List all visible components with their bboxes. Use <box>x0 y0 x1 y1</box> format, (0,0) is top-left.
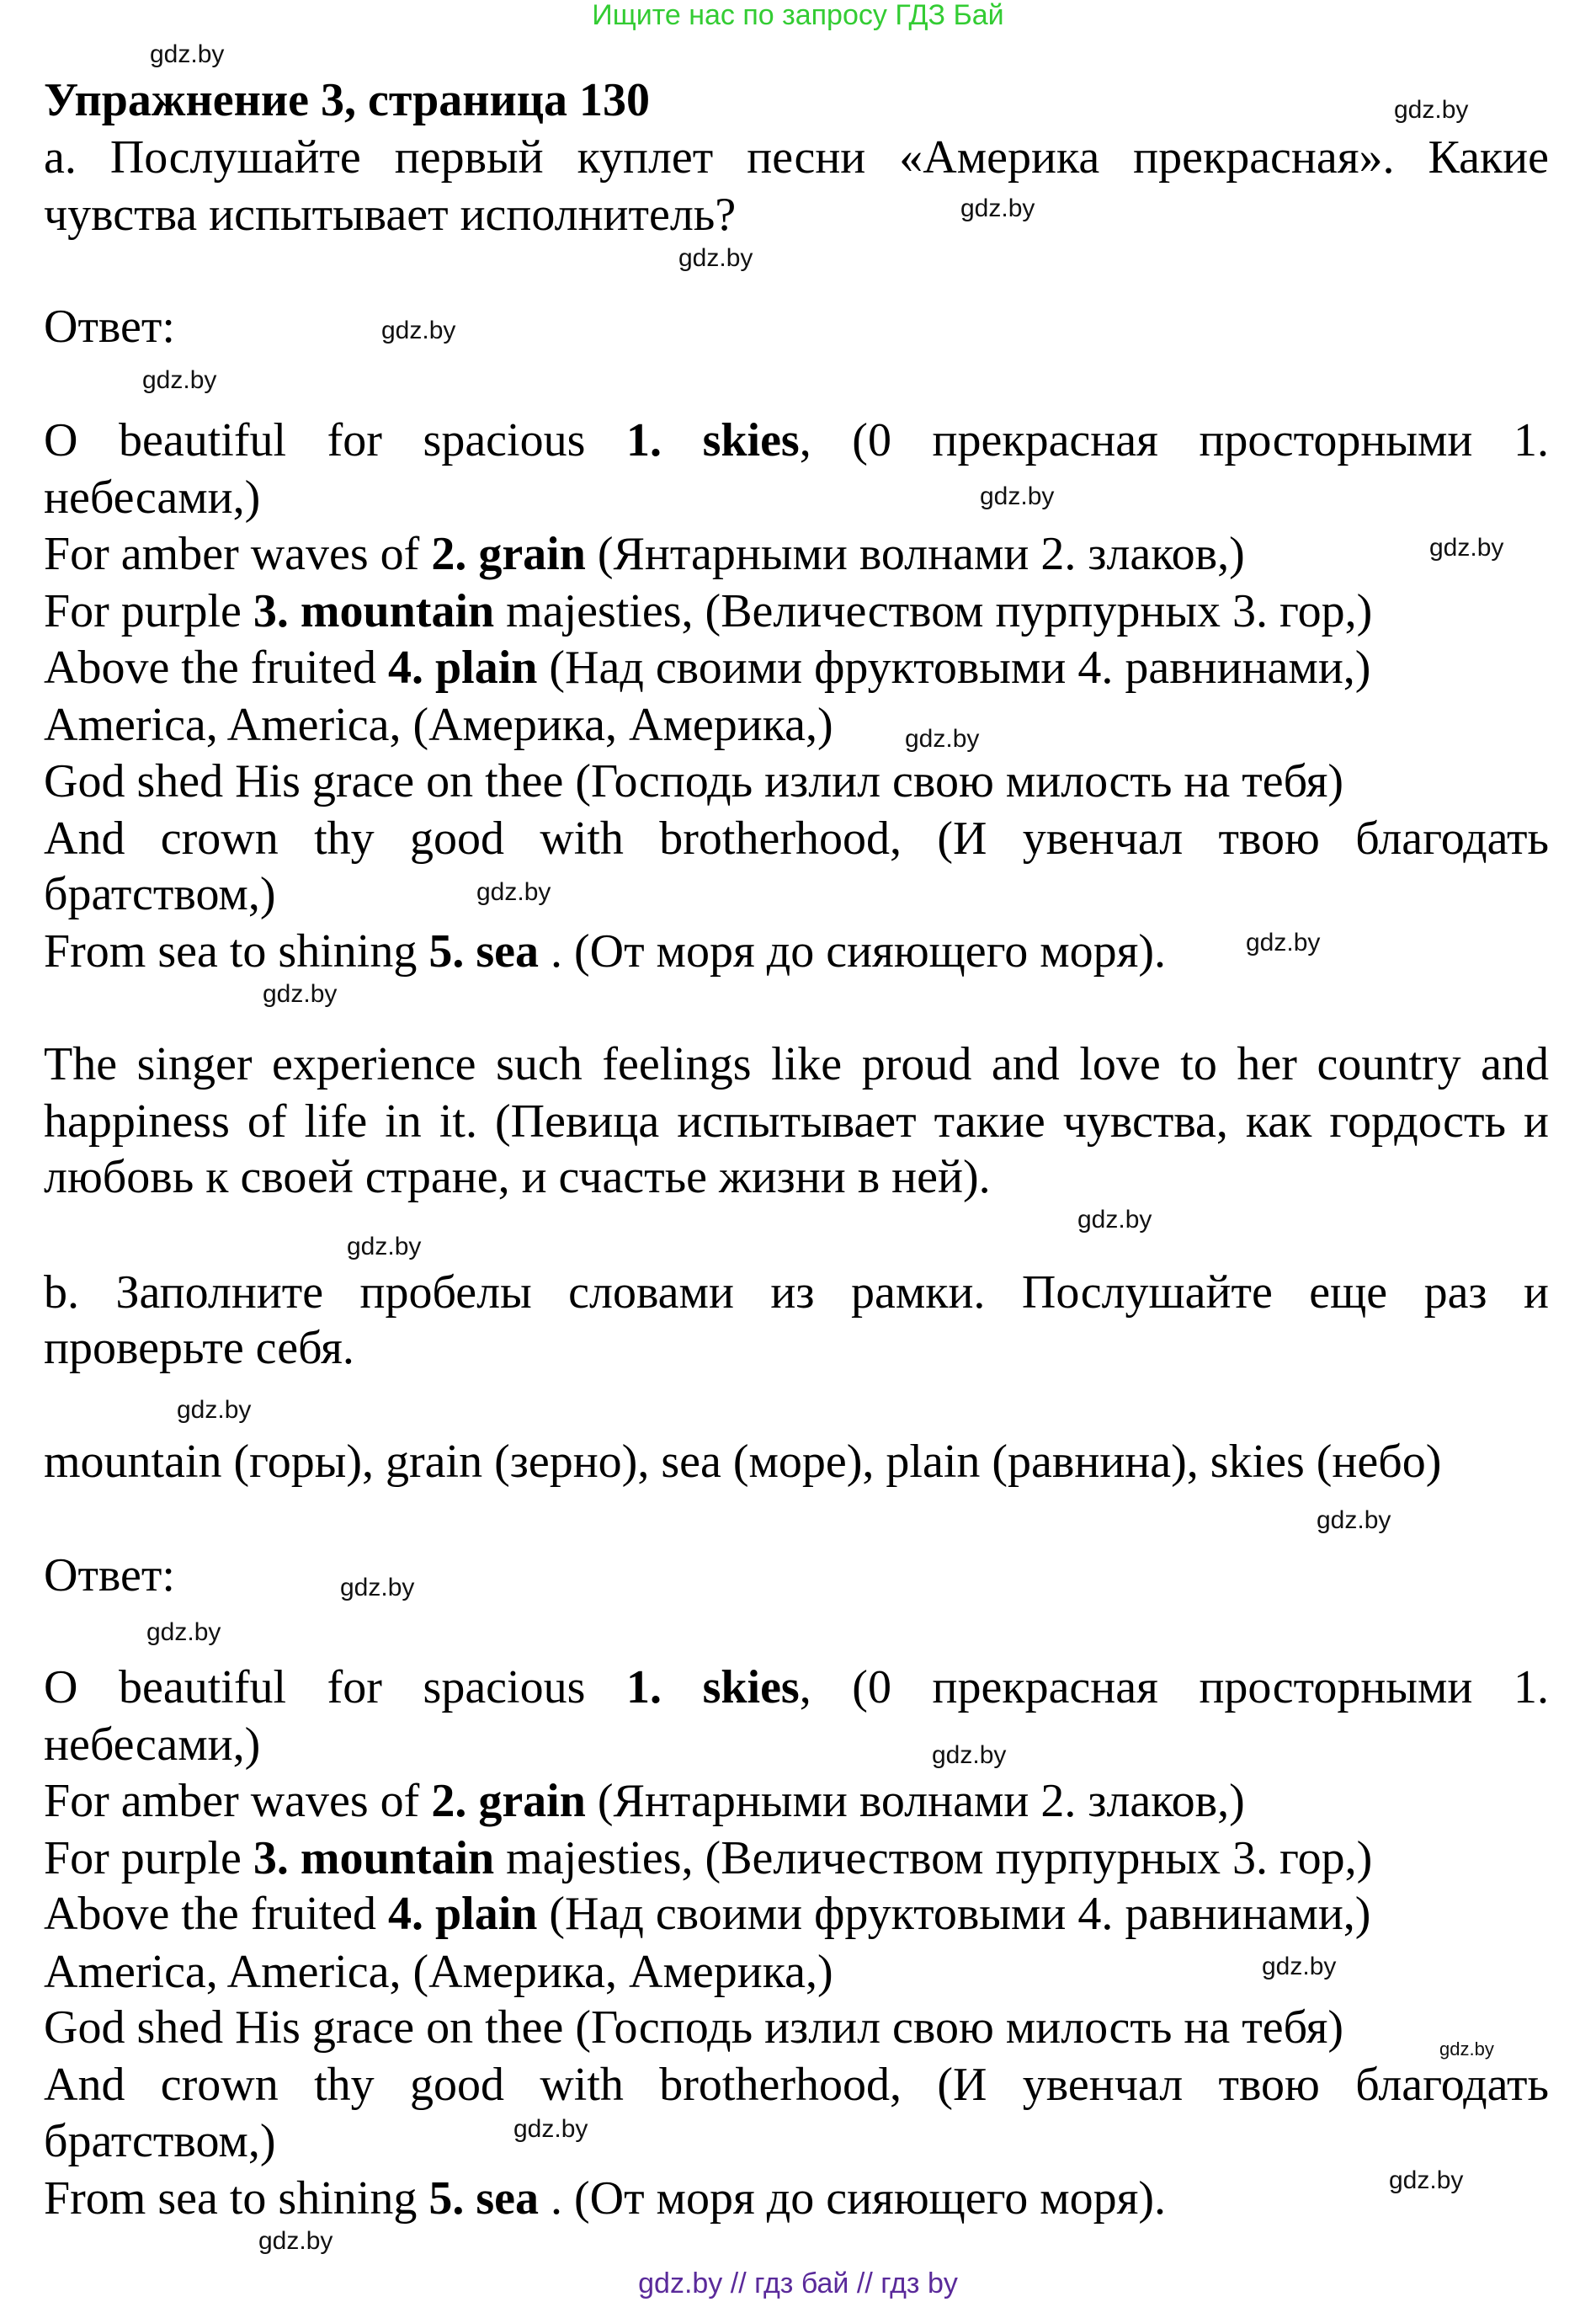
text-segment: . (От моря до сияющего моря). <box>538 2172 1167 2225</box>
text-segment: And crown thy good with brotherhood, (И увенчал твою благодать <box>44 813 1549 865</box>
text-segment: (Над своими фруктовыми 4. равнинами,) <box>537 1888 1371 1940</box>
text-line <box>44 1772 1245 1830</box>
watermark: gdz.by <box>1389 2166 1464 2194</box>
watermark: gdz.by <box>1439 2038 1494 2060</box>
text-segment: From sea to shining <box>44 925 429 978</box>
text-segment: проверьте себя. <box>44 1322 354 1374</box>
text-segment: любовь к своей стране, и счастье жизни в ней). <box>44 1151 991 1203</box>
text-segment: majesties, (Величеством пурпурных 3. гор,) <box>494 585 1373 637</box>
watermark: gdz.by <box>1317 1506 1391 1534</box>
answer-word: 3. mountain <box>253 1832 495 1884</box>
text-segment: From sea to shining <box>44 2172 429 2225</box>
text-line <box>44 129 1549 186</box>
text-segment: For purple <box>44 585 253 637</box>
watermark: gdz.by <box>1429 534 1504 562</box>
text-line <box>44 1433 1441 1490</box>
text-segment: God shed His grace on thee (Господь излил свою милость на тебя) <box>44 755 1344 807</box>
text-segment: Above the fruited <box>44 642 388 694</box>
text-segment: небесами,) <box>44 472 261 524</box>
watermark: gdz.by <box>142 366 217 394</box>
text-segment: a. Послушайте первый куплет песни «Америка прекрасная». Какие <box>44 131 1549 184</box>
text-line <box>44 1264 1549 1321</box>
text-line <box>44 469 260 526</box>
text-segment: (Янтарными волнами 2. злаков,) <box>585 1775 1245 1827</box>
text-line <box>44 696 833 754</box>
footer-watermark: gdz.by // гдз бай // гдз by <box>638 2267 958 2299</box>
text-segment: For amber waves of <box>44 528 432 580</box>
watermark: gdz.by <box>1394 96 1469 124</box>
watermark: gdz.by <box>513 2115 588 2143</box>
text-segment: чувства испытывает исполнитель? <box>44 189 737 241</box>
text-line <box>44 298 175 355</box>
answer-word: 5. sea <box>428 2172 539 2225</box>
text-line <box>44 810 1549 867</box>
watermark: gdz.by <box>476 878 551 906</box>
text-line <box>44 2056 1549 2113</box>
watermark: gdz.by <box>177 1396 252 1424</box>
text-segment: Ответ: <box>44 1549 175 1601</box>
text-line <box>44 583 1372 640</box>
text-segment: mountain (горы), grain (зерно), sea (море), plain (равнина), skies (небо) <box>44 1436 1442 1488</box>
answer-word: 4. plain <box>387 1888 538 1940</box>
watermark: gdz.by <box>340 1574 415 1601</box>
text-segment: O beautiful for spacious <box>44 414 626 466</box>
watermark: gdz.by <box>1077 1206 1152 1234</box>
text-line <box>44 1036 1549 1093</box>
text-line <box>44 2113 275 2170</box>
answer-word: 4. plain <box>387 642 538 694</box>
text-line <box>44 1830 1372 1887</box>
text-segment: The singer experience such feelings like proud and love to her country and <box>44 1038 1549 1090</box>
text-line <box>44 1999 1343 2056</box>
text-segment: majesties, (Величеством пурпурных 3. гор,) <box>494 1832 1373 1884</box>
watermark: gdz.by <box>258 2227 333 2255</box>
text-line <box>44 866 275 923</box>
text-line <box>44 2170 1166 2227</box>
answer-word: 2. grain <box>431 1775 586 1827</box>
text-line <box>44 1659 1549 1716</box>
text-segment: небесами,) <box>44 1719 261 1771</box>
watermark: gdz.by <box>980 482 1055 510</box>
text-line <box>44 753 1343 810</box>
search-banner: Ищите нас по запросу ГДЗ Бай <box>592 0 1004 31</box>
text-line <box>44 1716 260 1773</box>
text-line <box>44 1885 1370 1942</box>
watermark: gdz.by <box>1262 1953 1337 1980</box>
text-segment: . (От моря до сияющего моря). <box>538 925 1167 978</box>
text-segment: b. Заполните пробелы словами из рамки. Послушайте еще раз и <box>44 1266 1549 1319</box>
watermark: gdz.by <box>150 40 225 68</box>
text-segment: (Над своими фруктовыми 4. равнинами,) <box>537 642 1371 694</box>
text-segment: братством,) <box>44 2115 276 2167</box>
text-segment: God shed His grace on thee (Господь излил свою милость на тебя) <box>44 2001 1344 2054</box>
text-line <box>44 1148 991 1206</box>
watermark: gdz.by <box>960 194 1035 222</box>
watermark: gdz.by <box>347 1233 422 1260</box>
watermark: gdz.by <box>905 725 980 753</box>
text-segment: братством,) <box>44 868 276 920</box>
text-line <box>44 412 1549 469</box>
text-segment: America, America, (Америка, Америка,) <box>44 1946 833 1998</box>
watermark: gdz.by <box>381 317 456 344</box>
page-title: Упражнение 3, страница 130 <box>44 74 651 126</box>
answer-word: 1. skies <box>625 414 800 466</box>
watermark: gdz.by <box>1246 929 1321 957</box>
text-line <box>44 1093 1549 1150</box>
text-line <box>44 1943 833 2001</box>
text-line <box>44 1319 354 1377</box>
text-segment: O beautiful for spacious <box>44 1661 626 1713</box>
text-segment: America, America, (Америка, Америка,) <box>44 699 833 751</box>
watermark: gdz.by <box>932 1741 1007 1769</box>
answer-word: 2. grain <box>431 528 586 580</box>
text-line <box>44 639 1370 696</box>
text-segment: Above the fruited <box>44 1888 388 1940</box>
text-segment: For amber waves of <box>44 1775 432 1827</box>
text-segment: , (0 прекрасная просторными 1. <box>799 414 1549 466</box>
answer-word: 1. skies <box>625 1661 800 1713</box>
watermark: gdz.by <box>678 244 753 272</box>
watermark: gdz.by <box>263 980 338 1008</box>
text-segment: Ответ: <box>44 301 175 353</box>
text-segment: For purple <box>44 1832 253 1884</box>
answer-word: 5. sea <box>428 925 539 978</box>
text-segment: (Янтарными волнами 2. злаков,) <box>585 528 1245 580</box>
text-line <box>44 923 1166 980</box>
text-line <box>44 1547 175 1604</box>
text-line <box>44 186 736 243</box>
answer-word: 3. mountain <box>253 585 495 637</box>
text-segment: happiness of life in it. (Певица испытывает такие чувства, как гордость и <box>44 1095 1549 1148</box>
text-segment: , (0 прекрасная просторными 1. <box>799 1661 1549 1713</box>
watermark: gdz.by <box>146 1618 221 1646</box>
text-line <box>44 525 1245 583</box>
text-segment: And crown thy good with brotherhood, (И увенчал твою благодать <box>44 2059 1549 2111</box>
